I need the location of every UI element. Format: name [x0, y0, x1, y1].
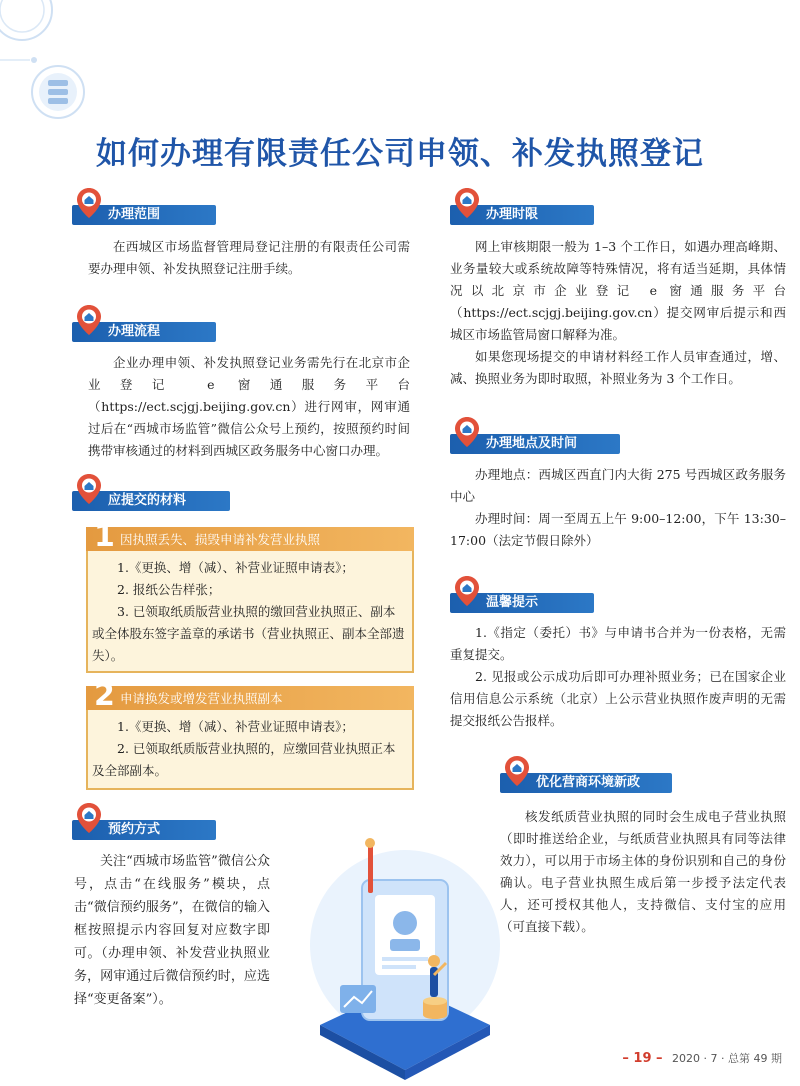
decorative-circles-graphic	[0, 0, 110, 130]
section-header-policy: 优化营商环境新政	[500, 765, 672, 785]
paragraph: 网上审核期限一般为 1–3 个工作日，如遇办理高峰期、业务量较大或系统故障等特殊情况，将有适当延期，具体情况以北京市企业登记 e 窗通服务平台（https://ect.scjgj.beijing.gov.cn）提交网审后提示和西城区市场监管局窗口解释为准。	[450, 239, 786, 342]
materials-box-replace-copy	[86, 678, 414, 790]
booking-text	[74, 850, 270, 1011]
paragraph: 关注“西城市场监管”微信公众号，点击“在线服务”模块，点击“微信预约服务”，在微信的输入框按照提示内容回复对应数字即可。（办理申领、补发营业执照业务，网审通过后微信预约时，应选择“变更备案”）。	[74, 854, 270, 1007]
list-item: 3. 已领取纸质版营业执照的缴回营业执照正、副本或全体股东签字盖章的承诺书（营业执照正、副本全部遗失）。	[92, 604, 405, 663]
location-pin-icon	[76, 304, 102, 336]
policy-text	[500, 806, 786, 938]
list-item: 1.《更换、增（减）、补营业证照申请表》；	[117, 719, 354, 734]
section-header-materials: 应提交的材料	[72, 483, 230, 503]
paragraph: 企业办理申领、补发执照登记业务需先行在北京市企业登记 e 窗通服务平台（https://ect.scjgj.beijing.gov.cn）进行网审，网审通过后在“西城市场监管”微信公众号上预约，按照预约时间携带审核通过的材料到西城区政务服务中心窗口办理。	[88, 355, 410, 458]
section-header-tips: 温馨提示	[450, 585, 594, 605]
box-number: 2	[94, 678, 115, 713]
location-pin-icon	[76, 473, 102, 505]
list-item: 2. 已领取纸质版营业执照的，应缴回营业执照正本及全部副本。	[92, 741, 396, 778]
box-header	[86, 519, 414, 554]
process-text	[88, 352, 410, 462]
location-pin-icon	[76, 802, 102, 834]
paragraph: 1.《指定（委托）书》与申请书合并为一份表格，无需重复提交。	[450, 625, 786, 662]
section-header-scope: 办理范围	[72, 197, 216, 217]
paragraph: 办理时间：周一至周五上午 9:00–12:00，下午 13:30–17:00（法定节假日除外）	[450, 511, 786, 548]
location-pin-icon	[76, 187, 102, 219]
location-pin-icon	[504, 755, 530, 787]
section-header-location: 办理地点及时间	[450, 426, 620, 446]
location-pin-icon	[454, 575, 480, 607]
box-number: 1	[94, 519, 115, 554]
page-title: 如何办理有限责任公司申领、补发执照登记	[96, 136, 704, 172]
location-pin-icon	[454, 187, 480, 219]
section-header-time-limit: 办理时限	[450, 197, 594, 217]
phone-certificate-illustration	[300, 835, 510, 1080]
paragraph: 2. 见报或公示成功后即可办理补照业务；已在国家企业信用信息公示系统（北京）上公示营业执照作废声明的无需提交报纸公告报样。	[450, 669, 786, 728]
box-title: 因执照丢失、损毁申请补发营业执照	[120, 532, 321, 547]
paragraph: 核发纸质营业执照的同时会生成电子营业执照（即时推送给企业，与纸质营业执照具有同等法律效力），可以用于市场主体的身份识别和自己的身份确认。电子营业执照生成后第一步授予法定代表人，还可授权其他人，支持微信、支付宝的应用（可直接下载）。	[500, 809, 786, 934]
issue-info: 2020 · 7 · 总第 49 期	[672, 1052, 782, 1065]
scope-text	[88, 236, 410, 280]
time-limit-text	[450, 236, 786, 390]
paragraph: 如果您现场提交的申请材料经工作人员审查通过，增、减、换照业务为即时取照，补照业务为 3 个工作日。	[450, 349, 786, 386]
location-pin-icon	[454, 416, 480, 448]
page-footer	[622, 1050, 782, 1066]
page-number: – 19 –	[622, 1051, 663, 1066]
box-body	[92, 716, 406, 782]
tips-text	[450, 622, 786, 732]
list-item: 1.《更换、增（减）、补营业证照申请表》；	[117, 560, 354, 575]
box-header	[86, 678, 414, 713]
box-body	[92, 557, 406, 667]
paragraph: 在西城区市场监督管理局登记注册的有限责任公司需要办理申领、补发执照登记注册手续。	[88, 239, 410, 276]
paragraph: 办理地点：西城区西直门内大街 275 号西城区政务服务中心	[450, 467, 786, 504]
materials-box-lost-license	[86, 519, 414, 673]
section-header-process: 办理流程	[72, 314, 216, 334]
section-header-booking: 预约方式	[72, 812, 216, 832]
list-item: 2. 报纸公告样张；	[117, 582, 221, 597]
location-text	[450, 464, 786, 552]
box-title: 申请换发或增发营业执照副本	[120, 691, 283, 706]
